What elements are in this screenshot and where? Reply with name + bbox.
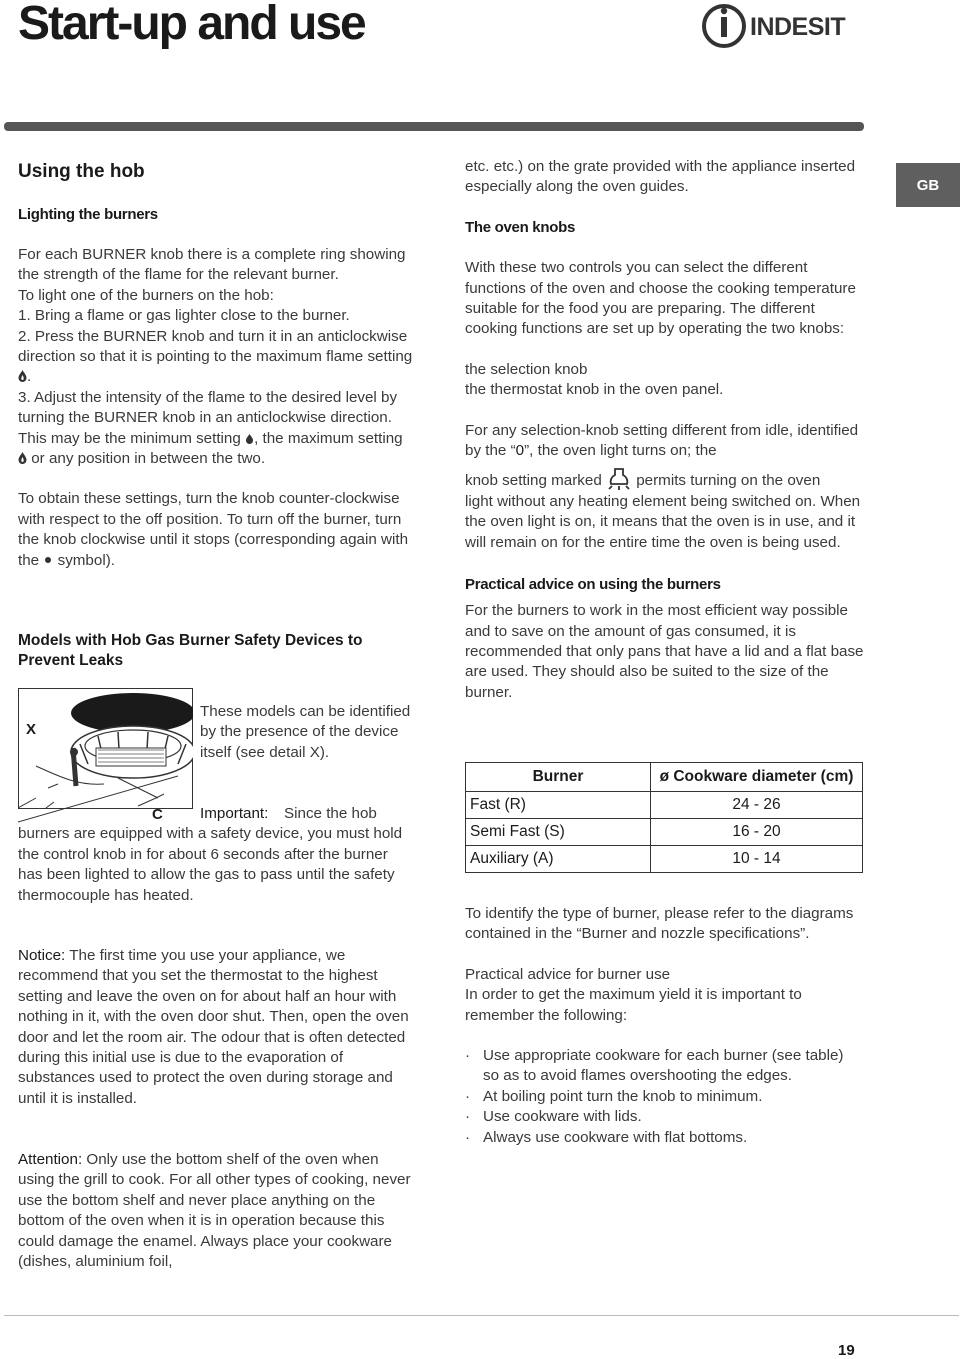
practical-advice-title: Practical advice for burner use	[465, 965, 671, 983]
language-tab: GB	[896, 163, 960, 207]
oven-light-text	[465, 421, 865, 462]
flame-max-icon	[18, 452, 27, 464]
knob-1: the selection knob	[465, 360, 588, 378]
table-header-row	[466, 763, 863, 792]
list-item-text: Always use cookware with flat bottoms.	[483, 1128, 748, 1146]
table-cell: 24 - 26	[651, 792, 863, 819]
step-3-text: 3. Adjust the intensity of the flame to the desired level by turning the BURNER knob in an anticlockwise direction. This may be the minimum setting	[18, 388, 398, 447]
oven-lamp-icon	[606, 467, 632, 491]
sub-title: Lighting the burners	[18, 206, 158, 223]
burner-table	[465, 762, 863, 873]
notice-text: The first time you use your appliance, we recommend that you set the thermostat to the highest setting and leave the oven on for about half an hour with nothing in it, with the oven door shut. Then, open the oven door and let the room air. The odour that is often detected during this initial use is due to the evaporation of substances used to protect the oven during storage and until it is installed.	[18, 947, 409, 1107]
bullet: ·	[465, 1087, 471, 1105]
list-item-text: Use appropriate cookware for each burner (see table) so as to avoid flames overshooting the edges.	[483, 1047, 844, 1085]
footer-rule	[4, 1315, 959, 1316]
identify-text: To identify the type of burner, please refer to the diagrams contained in the “Burner and nozzle specifications”.	[465, 905, 854, 943]
step-1: 1. Bring a flame or gas lighter close to the burner.	[18, 307, 350, 325]
continuation-text: etc. etc.) on the grate provided with the appliance inserted especially along the oven guides.	[465, 158, 856, 196]
section-title: Using the hob	[18, 161, 145, 182]
turn-off-text: To obtain these settings, turn the knob counter-clockwise with respect to the off position. To turn off the burner, turn the knob clockwise until it stops (corresponding again with the	[18, 490, 409, 569]
oven-light-c: knob setting marked	[465, 472, 602, 490]
flame-min-icon	[245, 432, 254, 444]
step-3	[18, 388, 413, 470]
table-header: ø Cookware diameter (cm)	[651, 763, 863, 792]
important-text-wrap	[18, 804, 416, 906]
turn-off-text-b: symbol).	[57, 551, 115, 569]
oven-light-e: light without any heating element being switched on. When the oven light is on, it means that the oven is in use, and it will remain on for the entire time the oven is being used.	[465, 492, 861, 551]
paragraph: For each BURNER knob there is a complete ring showing the strength of the flame for the relevant burner.	[18, 246, 406, 284]
step-2: 2. Press the BURNER knob and turn it in an anticlockwise direction so that it is pointing to the maximum flame setting .	[18, 327, 413, 386]
table-cell: 10 - 14	[651, 846, 863, 873]
turn-off-paragraph	[18, 489, 413, 571]
attention-text: Only use the bottom shelf of the oven when using the grill to cook. For all other types of cooking, never use the bottom shelf and never place anything on the bottom of the oven when it is in operation because this could damage the enamel. Always place your cookware (dishes, aluminium foil,	[18, 1151, 411, 1271]
notice-label: Notice:	[18, 947, 66, 964]
oven-knobs-title: The oven knobs	[465, 218, 575, 236]
advice-title: Practical advice on using the burners	[465, 576, 721, 594]
left-column	[18, 160, 418, 184]
page-number: 19	[838, 1342, 855, 1359]
table-cell: 16 - 20	[651, 819, 863, 846]
paragraph: To light one of the burners on the hob:	[18, 286, 274, 304]
lighting-instructions	[18, 245, 413, 571]
list-item-text: At boiling point turn the knob to minimum.	[483, 1087, 763, 1105]
table-row	[466, 846, 863, 873]
step-3-text-c: or any position in between the two.	[31, 450, 266, 468]
oven-light-symbol-line	[465, 467, 865, 491]
detail-x-label: X	[26, 721, 37, 738]
oven-knobs-text: With these two controls you can select the different functions of the oven and choose the cooking temperature suitable for the food you are preparing. The different cooking functions are set up by operating the two knobs:	[465, 259, 856, 338]
oven-light-a: For any selection-knob setting different from idle, identified by the “	[465, 421, 859, 460]
practical-advice-text: In order to get the maximum yield it is important to remember the following:	[465, 986, 802, 1024]
right-lower	[465, 904, 860, 1148]
bullet: ·	[465, 1047, 471, 1065]
step-3-text-b: , the maximum setting	[254, 429, 403, 447]
table-cell: Fast (R)	[466, 792, 651, 819]
important-label: Important:	[200, 805, 269, 822]
oven-light-d: permits turning on the oven	[636, 472, 821, 490]
indesit-logo-icon	[700, 2, 870, 50]
detail-c-label: C	[152, 806, 163, 823]
table-cell: Semi Fast (S)	[466, 819, 651, 846]
models-section	[18, 631, 413, 672]
header-rule	[4, 122, 864, 131]
table-header: Burner	[466, 763, 651, 792]
notice-block	[18, 946, 418, 1109]
right-column	[465, 157, 865, 703]
models-text: These models can be identified by the presence of the device itself (see detail X).	[200, 703, 411, 761]
advice-list	[465, 1046, 860, 1148]
oven-light-b: ”, the oven light turns on; the	[524, 442, 717, 460]
table-cell: Auxiliary (A)	[466, 846, 651, 873]
attention-label: Attention:	[18, 1151, 83, 1168]
off-dot-icon	[45, 557, 51, 563]
table-row	[466, 792, 863, 819]
models-title: Models with Hob Gas Burner Safety Devices to Prevent Leaks	[18, 632, 363, 670]
zero-label: 0	[515, 442, 525, 460]
advice-text: For the burners to work in the most efficient way possible and to save on the amount of gas consumed, it is recommended that only pans that have a lid and a flat base are used. They should also be suited to the size of the burner.	[465, 602, 864, 701]
left-sub	[18, 205, 418, 225]
bullet: ·	[465, 1128, 471, 1146]
list-item	[465, 1046, 860, 1087]
notice-paragraph	[18, 946, 418, 1109]
brand-logo	[700, 2, 870, 50]
important-text: Since the hob burners are equipped with a safety device, you must hold the control knob in for about 6 seconds after the burner has been lighted to allow the gas to pass until the safety thermocouple has heated.	[18, 805, 403, 904]
table-row	[466, 819, 863, 846]
brand-name: INDESIT	[750, 13, 846, 41]
list-item	[465, 1128, 860, 1148]
flame-max-icon	[18, 370, 27, 382]
page-title: Start-up and use	[18, 0, 365, 50]
attention-paragraph	[18, 1150, 418, 1272]
knob-2: the thermostat knob in the oven panel.	[465, 381, 724, 399]
attention-block	[18, 1150, 418, 1272]
list-item-text: Use cookware with lids.	[483, 1108, 642, 1126]
step-2-text: 2. Press the BURNER knob and turn it in an anticlockwise direction so that it is pointing to the maximum flame setting	[18, 327, 413, 366]
bullet: ·	[465, 1108, 471, 1126]
list-item	[465, 1107, 860, 1127]
list-item	[465, 1087, 860, 1107]
